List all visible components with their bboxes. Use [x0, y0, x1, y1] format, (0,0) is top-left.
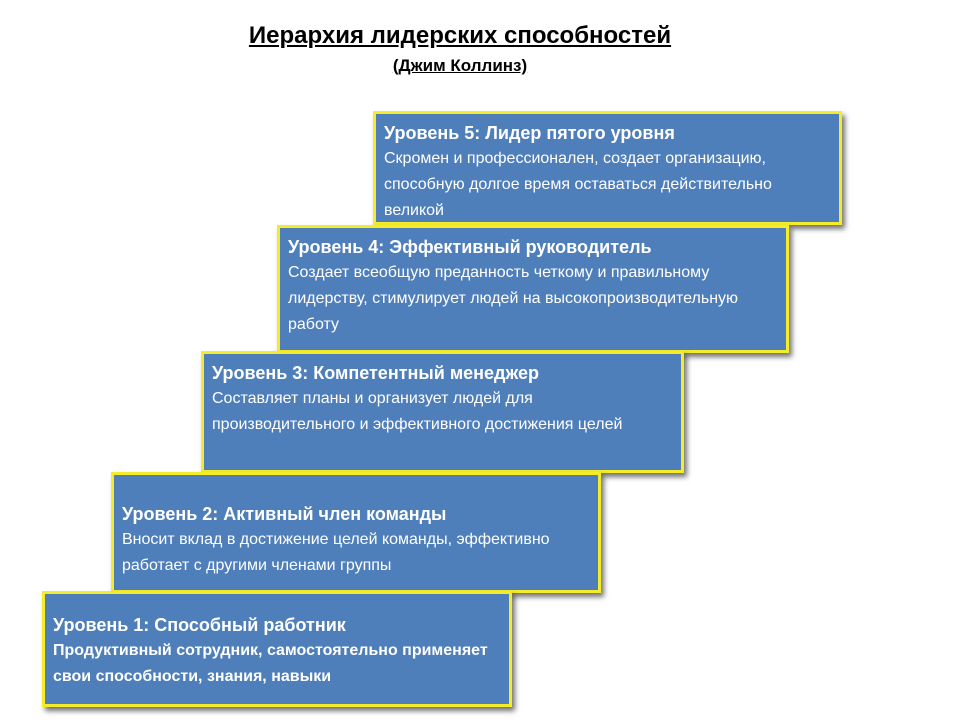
level-5-heading: Уровень 5: Лидер пятого уровня — [384, 123, 675, 143]
level-5-box — [373, 111, 842, 225]
level-1-heading: Уровень 1: Способный работник — [53, 615, 346, 635]
page-title: Иерархия лидерских способностей — [248, 22, 672, 49]
level-4-box — [277, 225, 789, 353]
page-subtitle: (Джим Коллинз) — [392, 56, 528, 75]
level-2-description: Вносит вклад в достижение целей команды, эффективно работает с другими членами группы — [122, 531, 550, 574]
level-3-description: Составляет планы и организует людей для производительного и эффективного достижения целей — [212, 390, 623, 433]
level-1-description: Продуктивный сотрудник, самостоятельно применяет свои способности, знания, навыки — [53, 642, 488, 685]
level-2-box — [111, 472, 601, 593]
level-3-heading: Уровень 3: Компетентный менеджер — [212, 363, 539, 383]
level-1-box — [42, 591, 512, 707]
level-4-description: Создает всеобщую преданность четкому и правильному лидерству, стимулирует людей на высокопроизводительную работу — [288, 264, 739, 333]
level-3-box — [201, 351, 684, 473]
level-5-description: Скромен и профессионален, создает организацию, способную долгое время оставаться действительно великой — [384, 150, 772, 219]
level-4-heading: Уровень 4: Эффективный руководитель — [288, 237, 652, 257]
level-2-heading: Уровень 2: Активный член команды — [122, 504, 447, 524]
